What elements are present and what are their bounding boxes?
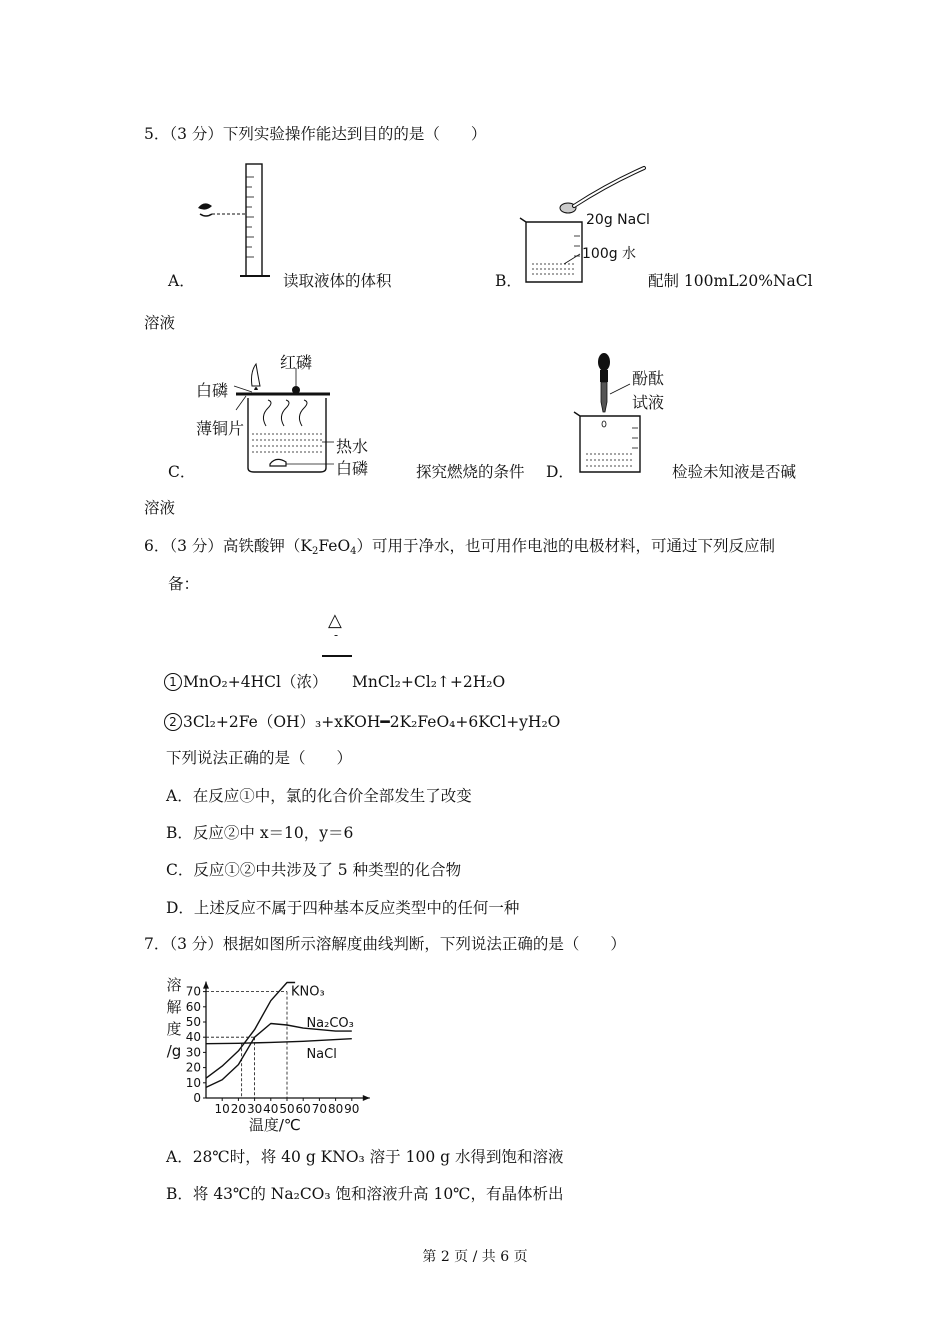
y-tick-label: 40 — [185, 1030, 201, 1045]
q5-option-b-letter: B． — [495, 272, 522, 290]
y-tick-label: 50 — [185, 1015, 201, 1029]
y-axis-label: /g — [166, 1042, 182, 1060]
q7-option-a: A．28℃时，将 40 g KNO₃ 溶于 100 g 水得到饱和溶液 — [166, 1148, 564, 1166]
x-tick-label: 20 — [230, 1102, 247, 1116]
circled-number-2: 2 — [164, 713, 182, 731]
x-tick-label: 70 — [311, 1102, 328, 1116]
q5-option-c-letter: C． — [168, 463, 196, 481]
y-axis-label: 度 — [166, 1020, 182, 1038]
label-hot-water: 热水 — [336, 437, 369, 456]
q7-option-b: B．将 43℃的 Na₂CO₃ 饱和溶液升高 10℃，有晶体析出 — [166, 1185, 564, 1203]
y-tick-label: 10 — [185, 1075, 201, 1090]
series-line — [206, 983, 295, 1079]
y-tick-label: 20 — [185, 1060, 201, 1075]
q6-option-b: B．反应②中 x＝10，y＝6 — [166, 824, 354, 842]
label-red-phosphorus: 红磷 — [280, 353, 313, 372]
x-tick-label: 50 — [279, 1102, 295, 1116]
series-label: NaCl — [306, 1046, 337, 1062]
y-tick-label: 60 — [185, 999, 201, 1014]
x-tick-label: 90 — [344, 1102, 360, 1116]
reaction-2: 2 3Cl₂+2Fe（OH）₃+xKOH━2K₂FeO₄+6KCl+yH₂O — [164, 712, 560, 732]
q5-option-d-text: 检验未知液是否碱 — [672, 463, 797, 481]
reaction-1-left: 1 MnO₂+4HCl（浓） — [164, 672, 327, 692]
page-footer: 第 2 页 / 共 6 页 — [422, 1249, 528, 1265]
series-line — [206, 1039, 352, 1044]
label-white-phosphorus-bottom: 白磷 — [336, 459, 369, 478]
series-label: Na₂CO₃ — [306, 1016, 354, 1032]
q7-stem: 7．（3 分）根据如图所示溶解度曲线判断，下列说法正确的是（ ） — [144, 935, 626, 953]
q5-option-d-letter: D． — [546, 463, 574, 481]
q5-option-b-cont: 溶液 — [144, 314, 176, 332]
x-tick-label: 30 — [246, 1102, 263, 1116]
series-label: KNO₃ — [291, 984, 325, 1000]
q5-option-b-text: 配制 100mL20%NaCl — [648, 272, 813, 290]
x-tick-label: 60 — [295, 1102, 311, 1116]
label-reagent: 试液 — [632, 393, 665, 412]
beaker-label-water: 100g 水 — [582, 246, 637, 262]
q5-option-a-text: 读取液体的体积 — [283, 272, 392, 290]
q5-option-c-text: 探究燃烧的条件 — [416, 463, 525, 481]
q5-option-a-letter: A． — [168, 272, 195, 290]
y-tick-label: 0 — [193, 1091, 201, 1105]
x-tick-label: 80 — [327, 1102, 344, 1116]
q6-option-c: C．反应①②中共涉及了 5 种类型的化合物 — [166, 861, 462, 879]
y-axis-label: 解 — [166, 998, 182, 1016]
y-tick-label: 70 — [185, 984, 201, 999]
y-tick-label: 30 — [185, 1045, 201, 1060]
label-phenolphthalein: 酚酞 — [632, 369, 665, 388]
q6-question: 下列说法正确的是（ ） — [166, 749, 353, 767]
heat-dash: - — [334, 628, 339, 642]
q6-option-d: D．上述反应不属于四种基本反应类型中的任何一种 — [166, 899, 520, 917]
label-copper-sheet: 薄铜片 — [196, 419, 245, 438]
reaction-condition-bar — [322, 655, 352, 657]
x-axis-arrow — [363, 1095, 370, 1101]
q5-option-d-cont: 溶液 — [144, 499, 176, 517]
solubility-chart-svg — [160, 966, 390, 1134]
solubility-chart — [160, 966, 390, 1134]
graduated-cylinder-figure — [194, 162, 284, 284]
q6-stem: 6．（3 分）高铁酸钾$(K_2FeO_4)$可用于净水，也可用作电池的电极材料，可通过下列反应制 — [144, 537, 776, 557]
beaker-label-nacl: 20g NaCl — [586, 212, 650, 228]
label-white-phosphorus-top: 白磷 — [196, 381, 229, 400]
heat-symbol: △ — [328, 610, 342, 631]
x-tick-label: 10 — [214, 1102, 230, 1116]
x-axis-label: 温度/℃ — [248, 1116, 301, 1134]
y-axis-label: 溶 — [166, 976, 182, 994]
x-tick-label: 40 — [263, 1102, 279, 1116]
circled-number-1: 1 — [164, 673, 182, 691]
reaction-1-right: MnCl₂+Cl₂↑+2H₂O — [352, 673, 506, 691]
q6-stem-line2: 备： — [168, 575, 200, 593]
q6-option-a: A．在反应①中，氯的化合价全部发生了改变 — [166, 787, 472, 805]
y-axis-arrow — [203, 982, 209, 989]
q5-stem: 5．（3 分）下列实验操作能达到目的的是（ ） — [144, 125, 487, 143]
